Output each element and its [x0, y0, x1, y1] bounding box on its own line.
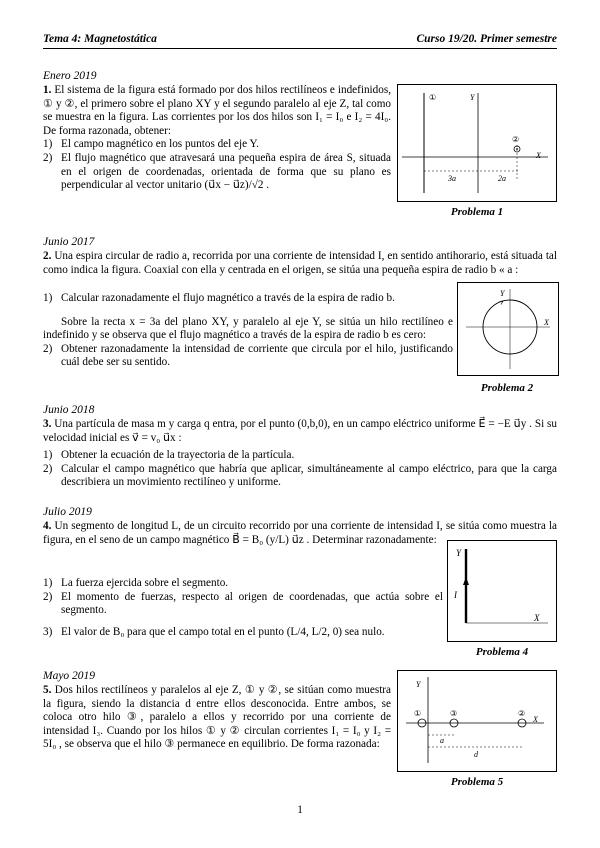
p1-body: [43, 84, 391, 193]
p3-date: Junio 2018: [43, 404, 95, 416]
p1-item-2: 2) El flujo magnético que atravesará una pequeña espira de área S, situada en el origen de coordenadas, orientada de forma que su plano es perpendicular al vector unitario (u⃗x − u⃗z)/√2 .: [43, 151, 391, 192]
y-label: Y: [500, 289, 505, 298]
dim-d-label: d: [474, 750, 478, 759]
figure-problem-1: [397, 84, 557, 202]
wire-2-label: ②: [518, 709, 526, 718]
dim-2a: 2a: [498, 174, 506, 183]
dim-3a: 3a: [448, 174, 456, 183]
figure-problem-2: [457, 282, 559, 376]
p1-statement: 1. El sistema de la figura está formado por dos hilos rectilíneos e indefinidos, ① y ②, el primero sobre el plano XY y el segundo paralelo al eje Z, tal como se muestra en la figura. Las corrientes por los dos hilos son I₁ = I₀ e I₂ = 4I₀. De forma razonada, obtener:: [43, 84, 392, 137]
dim-a-label: a: [440, 736, 444, 745]
caption-problem-5: Problema 5: [450, 776, 504, 788]
header-rule: [43, 48, 557, 49]
p4-statement: 4. Un segmento de longitud L, de un circuito recorrido por una corriente de intensidad I, se sitúa como muestra la figura, en el seno de un campo magnético B⃗ = B₀ (y/L) u⃗z . Determinar razonadamente:: [43, 520, 558, 546]
p4-body: [43, 577, 443, 639]
page-number: 1: [297, 804, 303, 816]
diagram-problem-2: [458, 283, 558, 375]
wire-3-label: ③: [450, 709, 458, 718]
wire-1-label: ①: [414, 709, 422, 718]
p3-statement: 3. Una partícula de masa m y carga q entra, por el punto (0,b,0), en un campo eléctrico uniforme E⃗ = −E u⃗y . Si su velocidad inicial es v⃗ = v₀ u⃗x :: [43, 418, 557, 444]
y-label: Y: [416, 680, 421, 689]
p3-body: [43, 418, 557, 490]
header-left: Tema 4: Magnetostática: [43, 33, 157, 45]
p3-item-1: 1) Obtener la ecuación de la trayectoria de la partícula.: [43, 449, 295, 462]
p2-item-2: 2) Obtener razonadamente la intensidad de corriente que circula por el hilo, justificando cuál debe ser su sentido.: [43, 342, 453, 369]
y-label: Y: [470, 93, 475, 102]
y-label: Y: [456, 548, 462, 558]
figure-problem-5: [397, 670, 557, 772]
p4-item-2: 2) El momento de fuerzas, respecto al origen de coordenadas, que actúa sobre el segmento.: [43, 590, 443, 617]
p2-item-1: 1) Calcular razonadamente el flujo magnético a través de la espira de radio b.: [43, 292, 395, 304]
wire-2-label: ②: [512, 135, 520, 144]
x-label: X: [536, 151, 541, 160]
p5-statement: 5. Dos hilos rectilíneos y paralelos al eje Z, ① y ②, se sitúan como muestra la figura, siendo la distancia d entre ellos desconocida. Entre ambos, se coloca otro hilo ③, paralelo a ellos y recorrido por una corriente de intensidad I₃. Cuando por los hilos ① y ② circulan corrientes I₁ = I₀ y I₂ = 5I₀ , se observa que el hilo ③ permanece en equilibrio. De forma razonada:: [43, 684, 391, 751]
x-label: X: [533, 715, 538, 724]
p2-text-2: Sobre la recta x = 3a del plano XY, y paralelo al eje Y, se sitúa un hilo rectilíneo e indefinido y se observa que el flujo magnético a través de la espira de radio b es cero:: [43, 315, 453, 342]
i-label: I: [454, 590, 457, 600]
current-arrow: [499, 301, 503, 305]
p2-date: Junio 2017: [43, 236, 95, 248]
p1-item-1: 1) El campo magnético en los puntos del eje Y.: [43, 138, 259, 151]
figure-problem-4: [447, 540, 557, 642]
p4-date: Julio 2019: [43, 506, 92, 518]
header-right: Curso 19/20. Primer semestre: [416, 33, 557, 45]
p3-item-2: 2) Calcular el campo magnético que habría que aplicar, simultáneamente al campo eléctrico, para que la carga describiera un movimiento rectilíneo y uniforme.: [43, 462, 557, 489]
x-label: X: [544, 318, 549, 327]
p2-body: [43, 292, 453, 370]
p1-date: Enero 2019: [43, 70, 97, 82]
diagram-problem-1: [398, 85, 556, 201]
diagram-problem-4: [448, 541, 556, 641]
current-arrow: [463, 577, 469, 585]
x-label: X: [534, 613, 540, 623]
wire-2-dot: [516, 148, 518, 150]
wire-1-label: ①: [429, 93, 437, 102]
caption-problem-4: Problema 4: [475, 646, 529, 658]
caption-problem-2: Problema 2: [480, 382, 534, 394]
p5-date: Mayo 2019: [43, 670, 96, 682]
p4-item-1: 1) La fuerza ejercida sobre el segmento.: [43, 577, 229, 589]
p4-item-3: 3) El valor de B₀ para que el campo total en el punto (L/4, L/2, 0) sea nulo.: [43, 625, 385, 638]
p2-statement: 2. Una espira circular de radio a, recorrida por una corriente de intensidad I, en sentido antihorario, está situada tal como indica la figura. Coaxial con ella y centrada en el origen, se sitúa una pequeña espira de radio b « a :: [43, 250, 557, 276]
diagram-problem-5: [398, 671, 556, 771]
caption-problem-1: Problema 1: [450, 206, 504, 218]
